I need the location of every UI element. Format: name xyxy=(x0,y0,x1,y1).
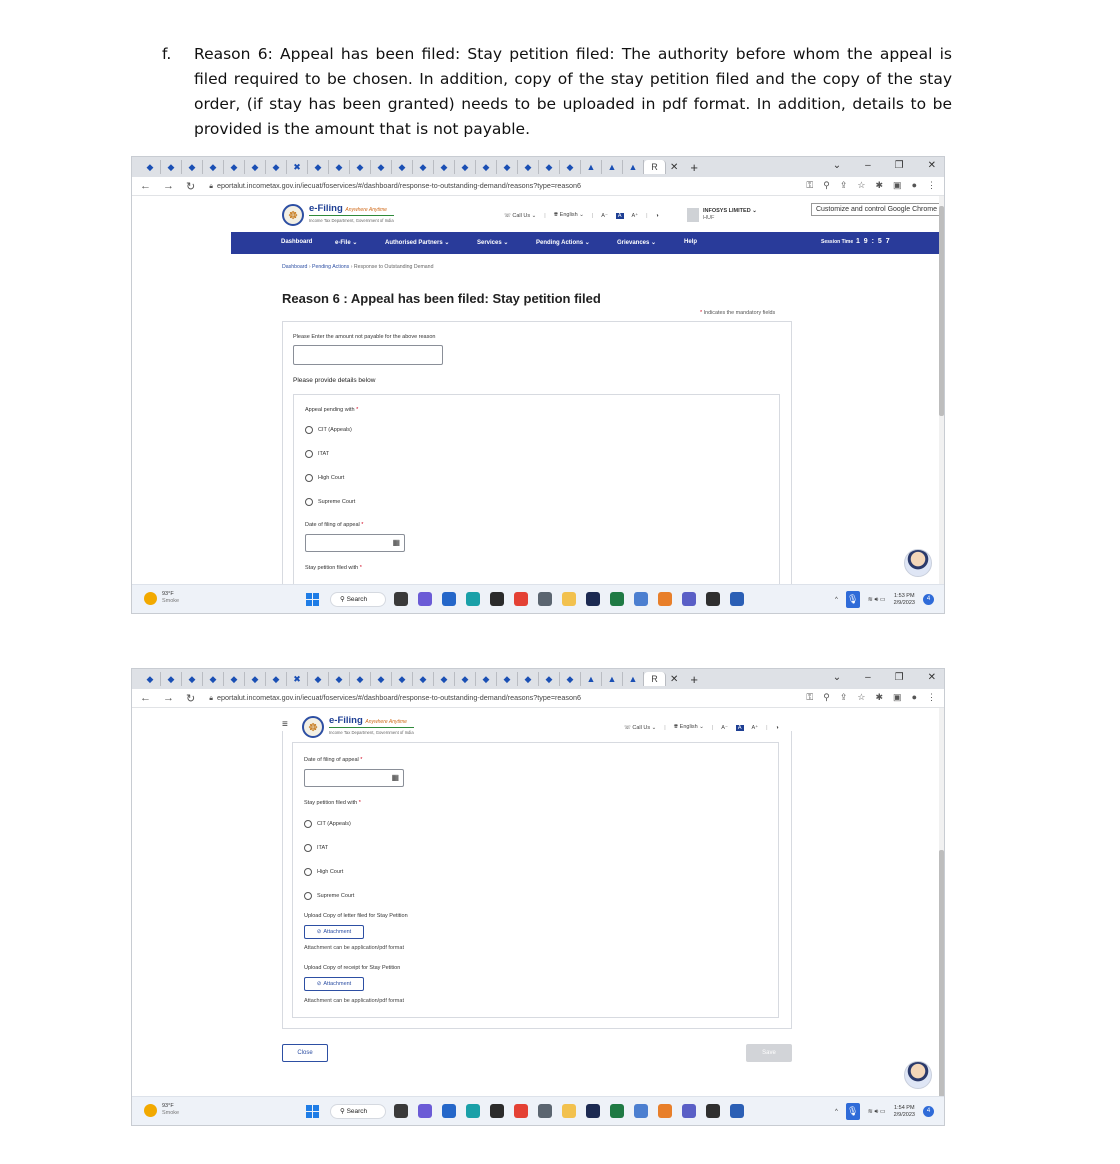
form-card xyxy=(282,321,792,614)
font-decrease[interactable]: A⁻ xyxy=(601,212,608,219)
teams-icon[interactable] xyxy=(682,1104,696,1118)
page-scrollbar[interactable] xyxy=(939,708,944,1098)
browser-tab[interactable]: ✖ xyxy=(287,672,308,686)
browser-tab[interactable]: ◆ xyxy=(371,160,392,174)
main-navbar xyxy=(231,232,943,254)
url-text: eportalut.incometax.gov.in/iecuat/foservices/#/dashboard/response-to-outstanding-demand/reasons?type=reason6 xyxy=(216,181,582,190)
browser-tab[interactable]: ◆ xyxy=(161,160,182,174)
weather-icon xyxy=(144,592,157,605)
browser-tab[interactable]: ▲ xyxy=(623,672,644,686)
browser-tab[interactable]: ◆ xyxy=(413,672,434,686)
browser-tab[interactable]: ◆ xyxy=(350,672,371,686)
reload-icon[interactable]: ↻ xyxy=(186,692,196,705)
address-bar xyxy=(132,689,944,708)
stay-label: Stay petition filed with * xyxy=(304,800,361,806)
outlook-icon[interactable] xyxy=(442,1104,456,1118)
stay-label: Stay petition filed with * xyxy=(305,565,362,571)
back-icon[interactable]: ← xyxy=(140,179,151,192)
chevron-up-icon[interactable]: ^ xyxy=(834,1108,838,1115)
logo-title: e-Filing xyxy=(329,715,363,726)
nav-pending-actions[interactable]: Pending Actions ⌄ xyxy=(536,240,590,246)
excel-icon[interactable] xyxy=(610,592,624,606)
chrome-tooltip: Customize and control Google Chrome xyxy=(811,203,942,216)
app-icon[interactable] xyxy=(586,592,600,606)
radio-appeal-high-court[interactable]: High Court xyxy=(305,474,344,482)
app-icon[interactable] xyxy=(538,592,552,606)
browser-tab[interactable]: ◆ xyxy=(371,672,392,686)
tab-strip xyxy=(132,669,944,689)
browser-tab[interactable]: ◆ xyxy=(476,672,497,686)
logo-tagline: Anywhere Anytime xyxy=(365,719,407,725)
browser-tab[interactable]: ▲ xyxy=(581,672,602,686)
key-icon[interactable]: ⚿ xyxy=(806,692,814,702)
chevron-up-icon[interactable]: ^ xyxy=(834,596,838,603)
zoom-icon[interactable]: ⚲ xyxy=(823,692,830,702)
browser-tab[interactable]: ✖ xyxy=(287,160,308,174)
new-tab-icon[interactable]: + xyxy=(690,159,698,175)
amount-label: Please Enter the amount not payable for the above reason xyxy=(293,334,436,340)
weather-widget[interactable]: 93°F Smoke xyxy=(144,1103,179,1117)
minimize-icon[interactable]: – xyxy=(865,672,871,683)
taskbar-search[interactable]: ⚲ Search xyxy=(330,1104,386,1119)
browser-tab[interactable]: ◆ xyxy=(392,160,413,174)
minimize-icon[interactable]: – xyxy=(865,160,871,171)
edge-icon[interactable] xyxy=(466,592,480,606)
browser-tab[interactable]: ▲ xyxy=(623,160,644,174)
app-icon[interactable] xyxy=(658,1104,672,1118)
nav-dashboard[interactable]: Dashboard xyxy=(281,239,313,245)
window-controls xyxy=(833,672,936,683)
site-header: ☸ e-Filing Anywhere Anytime Income Tax Department, Government of India ☏ Call Us ⌄ | 🌐︎ English ⌄ | A⁻ A A⁺ | ◑ xyxy=(302,716,822,742)
excel-icon[interactable] xyxy=(610,1104,624,1118)
efiling-logo[interactable] xyxy=(302,716,414,738)
key-icon[interactable]: ⚿ xyxy=(806,180,814,190)
document-paragraph xyxy=(162,42,952,142)
forward-icon[interactable]: → xyxy=(163,691,174,704)
app-icon[interactable] xyxy=(634,592,648,606)
details-card xyxy=(293,394,780,614)
window-controls xyxy=(833,160,936,171)
nav-help[interactable]: Help xyxy=(684,239,698,245)
close-window-icon[interactable]: ✕ xyxy=(927,672,936,683)
forward-icon[interactable]: → xyxy=(163,179,174,192)
lock-icon: 🔒︎ xyxy=(209,695,213,702)
date-label: Date of filing of appeal * xyxy=(305,522,364,528)
date-input[interactable] xyxy=(304,769,404,787)
chatbot-avatar[interactable] xyxy=(904,1061,932,1089)
clock[interactable]: 1:53 PM 2/9/2023 xyxy=(893,592,915,606)
page-title: Reason 6 : Appeal has been filed: Stay petition filed xyxy=(282,291,601,306)
side-panel-icon[interactable]: ▣ xyxy=(893,692,902,702)
browser-tab[interactable]: ◆ xyxy=(560,160,581,174)
close-window-icon[interactable]: ✕ xyxy=(927,160,936,171)
taskbar-search[interactable]: ⚲ Search xyxy=(330,592,386,607)
browser-tab[interactable]: ◆ xyxy=(539,160,560,174)
browser-tab[interactable]: ◆ xyxy=(434,160,455,174)
session-timer: Session Time 1 9 : 5 7 xyxy=(821,238,891,245)
browser-tab[interactable]: ▲ xyxy=(581,160,602,174)
taskbar-apps xyxy=(394,1104,744,1118)
tab-search-icon[interactable]: ⌄ xyxy=(832,160,842,171)
browser-tab[interactable]: ◆ xyxy=(455,672,476,686)
language-select[interactable]: 🌐︎ English ⌄ xyxy=(673,724,704,730)
zoom-icon[interactable]: ⚲ xyxy=(823,180,830,190)
logo-tagline: Anywhere Anytime xyxy=(345,207,387,213)
browser-tab[interactable]: ◆ xyxy=(392,672,413,686)
efiling-logo[interactable] xyxy=(282,204,394,226)
browser-tab[interactable]: ◆ xyxy=(245,160,266,174)
extensions-icon[interactable]: ✱ xyxy=(875,692,884,702)
share-icon[interactable]: ⇪ xyxy=(839,180,848,190)
font-default[interactable]: A xyxy=(737,724,742,731)
details-card xyxy=(292,742,779,1018)
teams-icon[interactable] xyxy=(682,592,696,606)
date-label: Date of filing of appeal * xyxy=(304,757,363,763)
close-tab-icon[interactable]: ✕ xyxy=(670,161,679,173)
close-tab-icon[interactable]: ✕ xyxy=(670,673,679,685)
paperclip-icon: ⊘ xyxy=(316,981,322,987)
browser-tab[interactable]: ◆ xyxy=(182,160,203,174)
browser-tab[interactable]: ◆ xyxy=(329,160,350,174)
explorer-icon[interactable] xyxy=(562,1104,576,1118)
attach-receipt-button[interactable]: ⊘ Attachment xyxy=(304,977,364,991)
app-icon[interactable] xyxy=(490,592,504,606)
lock-icon: 🔒︎ xyxy=(209,183,213,190)
font-increase[interactable]: A⁺ xyxy=(631,212,639,219)
list-marker: f. xyxy=(162,45,172,63)
chrome-icon[interactable] xyxy=(514,592,528,606)
taskbar xyxy=(132,1096,944,1125)
logo-sub: Income Tax Department, Government of India xyxy=(329,727,414,738)
app-icon[interactable] xyxy=(706,1104,720,1118)
browser-tab[interactable]: ◆ xyxy=(350,160,371,174)
browser-tab[interactable]: ◆ xyxy=(161,672,182,686)
share-icon[interactable]: ⇪ xyxy=(839,692,848,702)
browser-tab[interactable]: ▲ xyxy=(602,160,623,174)
contrast-icon[interactable]: ◑ xyxy=(775,724,779,731)
app-icon[interactable] xyxy=(490,1104,504,1118)
browser-tab[interactable]: ◆ xyxy=(203,160,224,174)
side-panel-icon[interactable]: ▣ xyxy=(893,180,902,190)
system-tray xyxy=(835,1103,934,1120)
browser-tab[interactable]: ◆ xyxy=(308,160,329,174)
start-icon[interactable] xyxy=(306,1105,319,1118)
browser-tab[interactable]: ◆ xyxy=(140,672,161,686)
page-scrollbar[interactable] xyxy=(939,196,944,586)
tab-search-icon[interactable]: ⌄ xyxy=(832,672,842,683)
nav-services[interactable]: Services ⌄ xyxy=(477,240,509,246)
mic-icon[interactable]: 🎙︎ xyxy=(846,591,860,608)
tab-strip xyxy=(132,157,944,177)
breadcrumb-dashboard[interactable]: Dashboard xyxy=(282,264,308,270)
attach-letter-button[interactable]: ⊘ Attachment xyxy=(304,925,364,939)
emblem-icon: ☸ xyxy=(302,716,324,738)
notification-badge[interactable]: 4 xyxy=(923,594,934,605)
url-text: eportalut.incometax.gov.in/iecuat/foservices/#/dashboard/response-to-outstanding-demand/reasons?type=reason6 xyxy=(216,693,582,702)
word-icon[interactable] xyxy=(730,592,744,606)
word-icon[interactable] xyxy=(730,1104,744,1118)
chat-icon[interactable] xyxy=(418,592,432,606)
edge-icon[interactable] xyxy=(466,1104,480,1118)
user-menu[interactable]: INFOSYS LIMITED ⌄ HUF xyxy=(687,208,757,222)
chatbot-avatar[interactable] xyxy=(904,549,932,577)
app-icon[interactable] xyxy=(634,1104,648,1118)
taskbar xyxy=(132,584,944,613)
browser-tab-active[interactable]: R xyxy=(644,160,666,174)
paperclip-icon: ⊘ xyxy=(316,929,322,935)
browser-tab[interactable]: ◆ xyxy=(245,672,266,686)
radio-appeal-itat[interactable]: ITAT xyxy=(305,450,329,458)
site-header: ☸ e-Filing Anywhere Anytime Income Tax Department, Government of India ☏ Call Us ⌄ | 🌐︎ English ⌄ | A⁻ A A⁺ | ◑ INFOSYS LIMITED ⌄ HUF xyxy=(282,204,802,230)
back-icon[interactable]: ← xyxy=(140,691,151,704)
hamburger-icon[interactable]: ≡ xyxy=(282,719,288,730)
profile-icon[interactable]: ● xyxy=(911,180,917,190)
browser-tab[interactable]: ▲ xyxy=(602,672,623,686)
appeal-label: Appeal pending with * xyxy=(305,407,359,413)
user-name: INFOSYS LIMITED xyxy=(703,208,751,214)
notification-badge[interactable]: 4 xyxy=(923,1106,934,1117)
explorer-icon[interactable] xyxy=(562,592,576,606)
breadcrumb-current: Response to Outstanding Demand xyxy=(353,264,434,270)
chat-icon[interactable] xyxy=(418,1104,432,1118)
browser-tab[interactable]: ◆ xyxy=(203,672,224,686)
save-button[interactable]: Save xyxy=(746,1044,792,1062)
restore-icon[interactable]: ❐ xyxy=(894,160,904,171)
avatar xyxy=(687,208,699,222)
mic-icon[interactable]: 🎙︎ xyxy=(846,1103,860,1120)
star-icon[interactable]: ☆ xyxy=(857,180,866,190)
call-us-link[interactable]: ☏ Call Us ⌄ xyxy=(624,724,657,731)
breadcrumb: Dashboard › Pending Actions › Response to Outstanding Demand xyxy=(282,264,434,270)
browser-tab[interactable]: ◆ xyxy=(518,160,539,174)
breadcrumb-pending-actions[interactable]: Pending Actions xyxy=(312,264,350,270)
chrome-icon[interactable] xyxy=(514,1104,528,1118)
browser-tab-active[interactable]: R xyxy=(644,672,666,686)
reload-icon[interactable]: ↻ xyxy=(186,180,196,193)
calendar-icon[interactable]: ▦ xyxy=(392,538,400,547)
browser-tab[interactable]: ◆ xyxy=(476,160,497,174)
outlook-icon[interactable] xyxy=(442,592,456,606)
emblem-icon: ☸ xyxy=(282,204,304,226)
attachment-note: Attachment can be application/pdf format xyxy=(304,998,404,1004)
logo-title: e-Filing xyxy=(309,203,343,214)
paragraph-text: Reason 6: Appeal has been filed: Stay petition filed: The authority before whom the appeal is filed required to be chosen. In addition, copy of the stay petition filed and the copy of the stay order, (if stay has been granted) needs to be uploaded in pdf format. In addition, details to be provided is the amount that is not payable. xyxy=(194,45,952,138)
app-icon[interactable] xyxy=(586,1104,600,1118)
upload-receipt-label: Upload Copy of receipt for Stay Petition xyxy=(304,965,401,971)
radio-appeal-supreme-court[interactable]: Supreme Court xyxy=(305,498,355,506)
radio-stay-high-court[interactable]: High Court xyxy=(304,868,343,876)
app-icon[interactable] xyxy=(538,1104,552,1118)
font-increase[interactable]: A⁺ xyxy=(751,724,759,731)
browser-tab[interactable]: ◆ xyxy=(455,160,476,174)
browser-tab[interactable]: ◆ xyxy=(308,672,329,686)
browser-tab[interactable]: ◆ xyxy=(224,160,245,174)
browser-tab[interactable]: ◆ xyxy=(539,672,560,686)
user-role: HUF xyxy=(703,215,715,221)
nav-authorised-partners[interactable]: Authorised Partners ⌄ xyxy=(385,240,450,246)
details-heading: Please provide details below xyxy=(293,377,376,384)
taskview-icon[interactable] xyxy=(394,592,408,606)
wifi-icon[interactable]: ≋ 🔊︎ ▭ xyxy=(867,1108,886,1115)
browser-tab[interactable]: ◆ xyxy=(182,672,203,686)
amount-input[interactable] xyxy=(293,345,443,365)
url-field[interactable] xyxy=(209,693,581,703)
app-icon[interactable] xyxy=(706,592,720,606)
browser-tab[interactable]: ◆ xyxy=(560,672,581,686)
weather-widget[interactable]: 93°F Smoke xyxy=(144,591,179,605)
weather-icon xyxy=(144,1104,157,1117)
taskview-icon[interactable] xyxy=(394,1104,408,1118)
language-select[interactable]: 🌐︎ English ⌄ xyxy=(553,212,584,218)
contrast-icon[interactable]: ◑ xyxy=(655,212,659,219)
app-icon[interactable] xyxy=(658,592,672,606)
mandatory-note: * Indicates the mandatory fields xyxy=(700,310,776,316)
extensions-icon[interactable]: ✱ xyxy=(875,180,884,190)
new-tab-icon[interactable]: + xyxy=(690,671,698,687)
logo-sub: Income Tax Department, Government of India xyxy=(309,215,394,226)
browser-tab[interactable]: ◆ xyxy=(497,672,518,686)
calendar-icon[interactable]: ▦ xyxy=(391,773,399,782)
call-us-link[interactable]: ☏ Call Us ⌄ xyxy=(504,212,537,219)
radio-stay-itat[interactable]: ITAT xyxy=(304,844,328,852)
browser-tab[interactable]: ◆ xyxy=(266,672,287,686)
radio-appeal-cit[interactable]: CIT (Appeals) xyxy=(305,426,352,434)
browser-tab[interactable]: ◆ xyxy=(413,160,434,174)
menu-icon[interactable]: ⋮ xyxy=(927,180,936,190)
radio-stay-supreme-court[interactable]: Supreme Court xyxy=(304,892,354,900)
screenshot-bottom xyxy=(131,668,945,1126)
browser-tab[interactable]: ◆ xyxy=(518,672,539,686)
taskbar-apps xyxy=(394,592,744,606)
browser-tab[interactable]: ◆ xyxy=(224,672,245,686)
browser-tab[interactable]: ◆ xyxy=(497,160,518,174)
browser-tab[interactable]: ◆ xyxy=(329,672,350,686)
radio-stay-cit[interactable]: CIT (Appeals) xyxy=(304,820,351,828)
profile-icon[interactable]: ● xyxy=(911,692,917,702)
font-decrease[interactable]: A⁻ xyxy=(721,724,728,731)
browser-tab[interactable]: ◆ xyxy=(266,160,287,174)
date-input[interactable] xyxy=(305,534,405,552)
menu-icon[interactable]: ⋮ xyxy=(927,692,936,702)
upload-letter-label: Upload Copy of letter filed for Stay Petition xyxy=(304,913,408,919)
url-field[interactable] xyxy=(209,181,581,191)
system-tray xyxy=(835,591,934,608)
nav-efile[interactable]: e-File ⌄ xyxy=(335,240,358,246)
wifi-icon[interactable]: ≋ 🔊︎ ▭ xyxy=(867,596,886,603)
font-default[interactable]: A xyxy=(617,212,622,219)
browser-tab[interactable]: ◆ xyxy=(140,160,161,174)
screenshot-top xyxy=(131,156,945,614)
restore-icon[interactable]: ❐ xyxy=(894,672,904,683)
start-icon[interactable] xyxy=(306,593,319,606)
address-bar xyxy=(132,177,944,196)
close-button[interactable]: Close xyxy=(282,1044,328,1062)
attachment-note: Attachment can be application/pdf format xyxy=(304,945,404,951)
browser-tab[interactable]: ◆ xyxy=(434,672,455,686)
nav-grievances[interactable]: Grievances ⌄ xyxy=(617,240,657,246)
clock[interactable]: 1:54 PM 2/9/2023 xyxy=(893,1104,915,1118)
star-icon[interactable]: ☆ xyxy=(857,692,866,702)
